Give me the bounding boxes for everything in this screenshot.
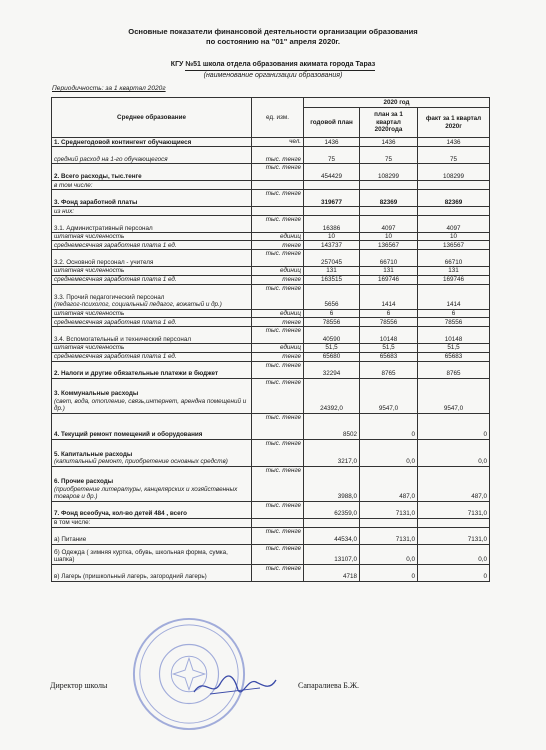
row-plan-q1: [360, 181, 418, 190]
row-unit: чел.: [252, 138, 304, 147]
director-signature-icon: [190, 672, 280, 700]
table-row: [52, 544, 490, 564]
doc-title-line2: по состоянию на "01" апреля 2020г.: [206, 37, 340, 46]
row-plan-q1: 7131,0: [360, 527, 418, 544]
row-plan-q1: 8765: [360, 361, 418, 378]
table-row: [52, 413, 490, 439]
row-plan-q1: 136567: [360, 241, 418, 250]
row-plan-q1: 82369: [360, 190, 418, 207]
table-row: [52, 275, 490, 284]
row-plan-q1: 0,0: [360, 544, 418, 564]
row-unit: тыс. тенге: [252, 250, 304, 267]
official-stamp-icon: [130, 615, 248, 733]
row-annual-plan: 3217,0: [304, 439, 360, 466]
row-unit: тенге: [252, 318, 304, 327]
table-row: [52, 501, 490, 518]
col-header-indicator: Среднее образование: [52, 98, 252, 138]
table-row: [52, 250, 490, 267]
row-plan-q1: 65683: [360, 352, 418, 361]
row-fact-q1: 9547,0: [418, 378, 490, 413]
row-unit: тыс. тенге: [252, 413, 304, 439]
row-plan-q1: 169746: [360, 275, 418, 284]
table-row: [52, 327, 490, 344]
row-label: среднемесячная заработная плата 1 ед.: [52, 241, 252, 250]
row-unit: тыс. тенге: [252, 564, 304, 581]
row-fact-q1: 78556: [418, 318, 490, 327]
table-row: [52, 267, 490, 275]
row-unit: тыс. тенге: [252, 466, 304, 501]
row-unit: единиц: [252, 344, 304, 352]
row-plan-q1: 10: [360, 233, 418, 241]
row-label: в) Лагерь (пришкольный лагерь, загородний лагерь): [52, 564, 252, 581]
row-unit: тенге: [252, 352, 304, 361]
row-fact-q1: [418, 518, 490, 527]
row-plan-q1: 75: [360, 147, 418, 164]
row-fact-q1: 10: [418, 233, 490, 241]
row-annual-plan: [304, 181, 360, 190]
row-annual-plan: 32294: [304, 361, 360, 378]
row-label: 3.2. Основной персонал - учителя: [52, 250, 252, 267]
row-label: 3. Фонд заработной платы: [52, 190, 252, 207]
table-row: [52, 439, 490, 466]
table-row: [52, 518, 490, 527]
row-fact-q1: 136567: [418, 241, 490, 250]
org-name: КГУ №51 школа отдела образования акимата города Тараз: [170, 61, 376, 68]
row-annual-plan: 44534,0: [304, 527, 360, 544]
row-unit: тыс. тенге: [252, 327, 304, 344]
row-plan-q1: 51,5: [360, 344, 418, 352]
row-annual-plan: 319677: [304, 190, 360, 207]
row-label: 6. Прочие расходы (приобретение литературы, канцелярских и хозяйственных товаров и др.): [52, 466, 252, 501]
row-fact-q1: [418, 181, 490, 190]
row-unit: тыс. тенге: [252, 544, 304, 564]
row-fact-q1: 0: [418, 564, 490, 581]
row-label-detail: (педагог-психолог, социальный педагог, вожатый и др.): [54, 301, 222, 309]
table-row: [52, 181, 490, 190]
row-unit: [252, 207, 304, 216]
row-plan-q1: [360, 518, 418, 527]
row-annual-plan: 13107,0: [304, 544, 360, 564]
row-label-detail: (приобретение литературы, канцелярских и хозяйственных товаров и др.): [54, 485, 238, 501]
row-annual-plan: 78556: [304, 318, 360, 327]
row-label: штатная численность: [52, 309, 252, 317]
table-row: [52, 216, 490, 233]
row-fact-q1: 7131,0: [418, 527, 490, 544]
row-fact-q1: 1414: [418, 284, 490, 309]
row-unit: [252, 518, 304, 527]
row-plan-q1: 4097: [360, 216, 418, 233]
row-fact-q1: 0,0: [418, 544, 490, 564]
row-annual-plan: 5656: [304, 284, 360, 309]
row-label: 5. Капитальные расходы (капитальный ремонт, приобретение основных средств): [52, 439, 252, 466]
row-unit: тыс. тенге: [252, 164, 304, 181]
col-header-year: 2020 год: [304, 98, 490, 108]
row-fact-q1: 0,0: [418, 439, 490, 466]
row-label: б) Одежда ( зимняя куртка, обувь, школьная форма, сумка, шапка): [52, 544, 252, 564]
row-label: средний расход на 1-го обучающегося: [52, 147, 252, 164]
row-fact-q1: [418, 207, 490, 216]
row-annual-plan: 62359,0: [304, 501, 360, 518]
row-label: штатная численность: [52, 267, 252, 275]
row-fact-q1: 66710: [418, 250, 490, 267]
row-label: в том числе:: [52, 518, 252, 527]
org-caption: (наименование организации образования): [203, 72, 343, 79]
row-annual-plan: 65680: [304, 352, 360, 361]
row-annual-plan: 10: [304, 233, 360, 241]
table-row: [52, 466, 490, 501]
row-annual-plan: [304, 207, 360, 216]
row-label: 2. Налоги и другие обязательные платежи в бюджет: [52, 361, 252, 378]
row-label: в том числе:: [52, 181, 252, 190]
row-unit: единиц: [252, 233, 304, 241]
row-label: среднемесячная заработная плата 1 ед.: [52, 352, 252, 361]
row-unit: тыс. тенге: [252, 147, 304, 164]
row-fact-q1: 51,5: [418, 344, 490, 352]
row-fact-q1: 4097: [418, 216, 490, 233]
row-unit: тыс. тенге: [252, 527, 304, 544]
row-unit: тенге: [252, 241, 304, 250]
row-label: 7. Фонд всеобуча, кол-во детей 484 , всего: [52, 501, 252, 518]
row-label: 3.4. Вспомогательный и технический персонал: [52, 327, 252, 344]
row-unit: тыс. тенге: [252, 378, 304, 413]
row-label: штатная численность: [52, 233, 252, 241]
col-header-plan-q1: план за 1 квартал 2020года: [360, 108, 418, 138]
row-label: из них:: [52, 207, 252, 216]
row-plan-q1: [360, 207, 418, 216]
row-fact-q1: 131: [418, 267, 490, 275]
table-row: [52, 309, 490, 317]
row-annual-plan: 143737: [304, 241, 360, 250]
row-unit: единиц: [252, 267, 304, 275]
row-label: 3. Коммунальные расходы (свет, вода, отопление, связь,интернет, арендна помещений и др.): [52, 378, 252, 413]
row-annual-plan: 3988,0: [304, 466, 360, 501]
periodicity: Периодичность: за 1 квартал 2020г: [52, 85, 166, 92]
table-row: [52, 527, 490, 544]
row-unit: тыс. тенге: [252, 190, 304, 207]
row-label: 2. Всего расходы, тыс.тенге: [52, 164, 252, 181]
row-unit: тыс. тенге: [252, 439, 304, 466]
row-plan-q1: 0: [360, 413, 418, 439]
row-fact-q1: 7131,0: [418, 501, 490, 518]
row-label-detail: (свет, вода, отопление, связь,интернет, арендна помещений и др.): [54, 397, 247, 413]
row-unit: тыс. тенге: [252, 361, 304, 378]
col-header-fact-q1: факт за 1 квартал 2020г: [418, 108, 490, 138]
row-unit: [252, 181, 304, 190]
row-annual-plan: 257045: [304, 250, 360, 267]
table-row: [52, 284, 490, 309]
row-annual-plan: 6: [304, 309, 360, 317]
row-fact-q1: 487,0: [418, 466, 490, 501]
row-label-detail: (капитальный ремонт, приобретение основных средств): [54, 458, 228, 466]
row-label: среднемесячная заработная плата 1 ед.: [52, 275, 252, 284]
row-annual-plan: 131: [304, 267, 360, 275]
row-unit: тыс. тенге: [252, 284, 304, 309]
row-fact-q1: 8765: [418, 361, 490, 378]
table-row: [52, 241, 490, 250]
table-row: [52, 361, 490, 378]
table-row: [52, 378, 490, 413]
row-plan-q1: 10148: [360, 327, 418, 344]
row-plan-q1: 1414: [360, 284, 418, 309]
table-row: [52, 190, 490, 207]
row-label: 3.3. Прочий педагогический персонал (педагог-психолог, социальный педагог, вожатый и др.): [52, 284, 252, 309]
row-plan-q1: 487,0: [360, 466, 418, 501]
table-row: [52, 207, 490, 216]
row-fact-q1: 10148: [418, 327, 490, 344]
table-row: [52, 564, 490, 581]
row-label: 4. Текущий ремонт помещений и оборудования: [52, 413, 252, 439]
table-row: [52, 352, 490, 361]
row-label: 1. Среднегодовой контингент обучающиеся: [52, 138, 252, 147]
row-fact-q1: 82369: [418, 190, 490, 207]
col-header-annual: годовой план: [304, 108, 360, 138]
row-plan-q1: 0: [360, 564, 418, 581]
director-name: Сапаралиева Б.Ж.: [298, 681, 360, 690]
row-annual-plan: 163515: [304, 275, 360, 284]
row-plan-q1: 1436: [360, 138, 418, 147]
row-fact-q1: 1436: [418, 138, 490, 147]
row-annual-plan: 8502: [304, 413, 360, 439]
row-fact-q1: 75: [418, 147, 490, 164]
row-fact-q1: 108299: [418, 164, 490, 181]
row-plan-q1: 108299: [360, 164, 418, 181]
col-header-unit: ед. изм.: [252, 98, 304, 138]
row-unit: тенге: [252, 275, 304, 284]
row-unit: тыс. тенге: [252, 216, 304, 233]
table-row: [52, 147, 490, 164]
row-annual-plan: 51,5: [304, 344, 360, 352]
table-row: [52, 318, 490, 327]
row-fact-q1: 169746: [418, 275, 490, 284]
row-plan-q1: 9547,0: [360, 378, 418, 413]
row-plan-q1: 6: [360, 309, 418, 317]
row-plan-q1: 7131,0: [360, 501, 418, 518]
row-annual-plan: [304, 518, 360, 527]
financial-table: [51, 97, 490, 582]
row-plan-q1: 0,0: [360, 439, 418, 466]
row-label: 3.1. Административный персонал: [52, 216, 252, 233]
table-row: [52, 344, 490, 352]
row-plan-q1: 78556: [360, 318, 418, 327]
doc-title-line1: Основные показатели финансовой деятельности организации образования: [128, 27, 418, 36]
table-row: [52, 138, 490, 147]
row-annual-plan: 1436: [304, 138, 360, 147]
table-row: [52, 233, 490, 241]
row-unit: единиц: [252, 309, 304, 317]
row-annual-plan: 16386: [304, 216, 360, 233]
row-annual-plan: 24392,0: [304, 378, 360, 413]
row-fact-q1: 0: [418, 413, 490, 439]
row-unit: тыс. тенге: [252, 501, 304, 518]
row-annual-plan: 4718: [304, 564, 360, 581]
row-label: а) Питание: [52, 527, 252, 544]
row-annual-plan: 40590: [304, 327, 360, 344]
row-annual-plan: 454429: [304, 164, 360, 181]
table-row: [52, 164, 490, 181]
row-label: среднемесячная заработная плата 1 ед.: [52, 318, 252, 327]
row-fact-q1: 6: [418, 309, 490, 317]
row-annual-plan: 75: [304, 147, 360, 164]
row-plan-q1: 131: [360, 267, 418, 275]
row-plan-q1: 66710: [360, 250, 418, 267]
director-label: Директор школы: [50, 681, 108, 690]
row-label: штатная численность: [52, 344, 252, 352]
row-fact-q1: 65683: [418, 352, 490, 361]
